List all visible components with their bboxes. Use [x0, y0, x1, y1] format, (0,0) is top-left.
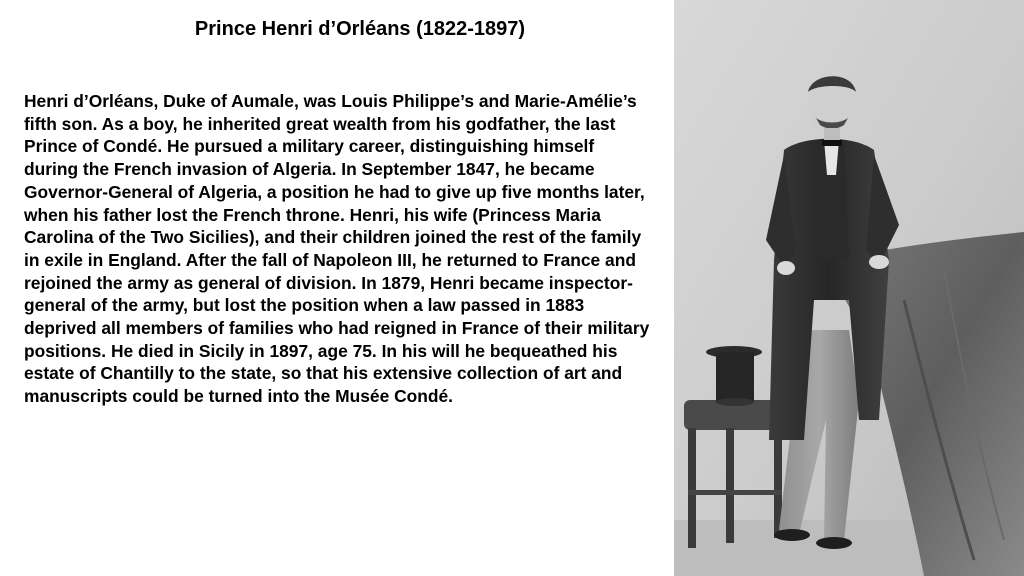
biography-text: Henri d’Orléans, Duke of Aumale, was Louis Philippe’s and Marie-Amélie’s fifth son. As a boy, he inherited great wealth from his godfather, the last Prince of Condé. He pursued a military career, distinguishing himself during the French invasion of Algeria. In September 1847, he became Governor-General of Algeria, a position he had to give up five months later, when his father lost the French throne. Henri, his wife (Princess Maria Carolina of the Two Sicilies), and their children joined the rest of the family in exile in England. After the fall of Napoleon III, he returned to France and rejoined the army as general of division. In 1879, Henri became inspector-general of the army, but lost the position when a law passed in 1883 deprived all members of families who had reigned in France of their military positions. He died in Sicily in 1897, age 75. In his will he bequeathed his estate of Chantilly to the state, so that his extensive collection of art and manuscripts could be turned into the Musée Condé. — [24, 91, 650, 407]
slide-title: Prince Henri d’Orléans (1822-1897) — [194, 18, 526, 40]
portrait-photo — [674, 0, 1024, 576]
